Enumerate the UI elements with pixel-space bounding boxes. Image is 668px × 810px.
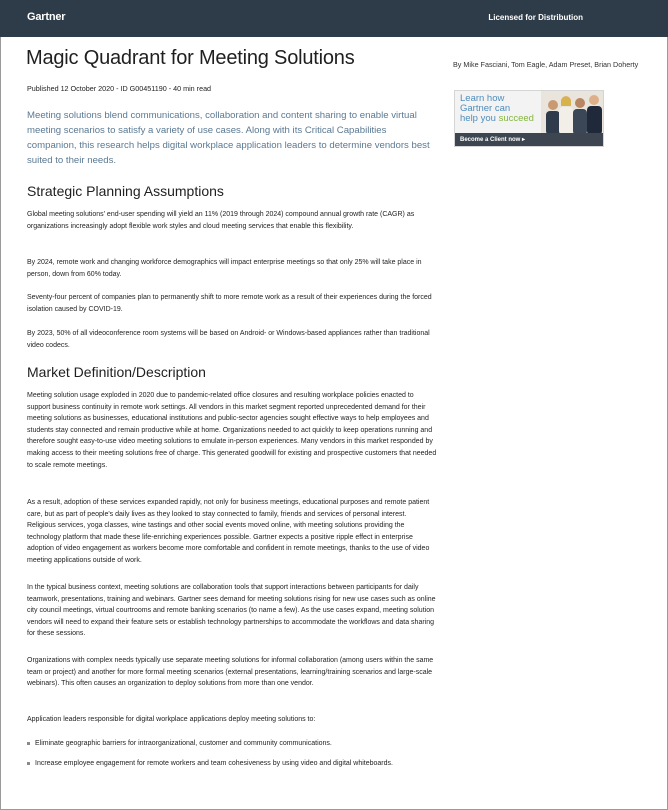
market-paragraph: Application leaders responsible for digital workplace applications deploy meeting solutions to:: [27, 716, 316, 723]
section-heading-spa: Strategic Planning Assumptions: [27, 183, 224, 199]
market-paragraph: As a result, adoption of these services expanded rapidly, not only for business meetings, educational purposes and remote patient care, but as part of people's daily lives as they looked to stay connected to family, friends and services of personal interest. Religious services, yoga classes, wine tastings and other social events moved online, with meeting solutions providing the technology platform that made these life-enriching experiences possible. Gartner expects a positive ripple effect in enterprise adoption of video engagement as workers become more comfortable and confident in remote meetings, thanks to the use of video meeting applications outside of work.: [27, 499, 430, 564]
license-label: Licensed for Distribution: [488, 13, 583, 22]
bullet-icon: [27, 762, 30, 765]
spa-paragraph: By 2024, remote work and changing workforce demographics will impact enterprise meetings so that only 25% will take place in person, down from 60% today.: [27, 259, 422, 278]
spa-paragraph: Seventy-four percent of companies plan to permanently shift to more remote work as a result of their experiences during the forced isolation caused by COVID-19.: [27, 294, 432, 313]
become-client-ad[interactable]: [454, 90, 604, 147]
become-client-button[interactable]: Become a Client now ▸: [455, 133, 604, 146]
market-paragraph: Organizations with complex needs typically use separate meeting solutions for informal collaboration (among users within the same team or project) and another for more formal meeting scenarios (external presentations, learning/training scenarios and large-scale webinars). This often causes an organization to deploy solutions from more than one vendor.: [27, 657, 434, 688]
list-item: Eliminate geographic barriers for intraorganizational, customer and community communications.: [27, 738, 437, 750]
business-people-image: [541, 91, 604, 135]
market-paragraph: In the typical business context, meeting solutions are collaboration tools that support interactions between participants for daily teamwork, presentations, training and webinars. Gartner sees demand for meeting solutions rising for new use cases such as online city council meetings, virtual courtrooms and remote banking scenarios (to name a few). As the use cases expand, meeting solution vendors will need to expand their feature sets or establish technology partnerships to accommodate the workflows and data sharing for these sessions.: [27, 584, 436, 638]
ad-headline: Learn how Gartner can help you succeed: [460, 93, 534, 124]
summary-paragraph: Meeting solutions blend communications, collaboration and content sharing to enable virtual meeting scenarios to satisfy a variety of use cases. Along with its Critical Capabilities companion, this research helps digital workplace application leaders to determine vendors best suited to their needs.: [27, 110, 430, 166]
list-item: Increase employee engagement for remote workers and team cohesiveness by using video and digital whiteboards.: [27, 758, 437, 770]
bullet-icon: [27, 742, 30, 745]
spa-paragraph: By 2023, 50% of all videoconference room systems will be based on Android- or Windows-based appliances rather than traditional video codecs.: [27, 330, 430, 349]
publication-info: Published 12 October 2020 - ID G00451190 - 40 min read: [27, 84, 212, 93]
section-heading-market: Market Definition/Description: [27, 364, 206, 380]
gartner-logo[interactable]: Gartner: [27, 11, 66, 23]
market-paragraph: Meeting solution usage exploded in 2020 due to pandemic-related office closures and resulting workplace policies enacted to support business continuity in remote work settings. All vendors in this market segment reported unprecedented demand for their meeting solutions as businesses, educational institutions and public-sector agencies sought effective ways to help employees and students stay connected and remain productive while at home. Organizations needed to act quickly to keep operations running and therefore sought easy-to-use video meeting solutions to emulate in-person experiences. Many vendors in this market responded by making access to their meeting solutions free of charge. This generated goodwill for existing and prospective customers that needed to scale remote meetings.: [27, 392, 437, 469]
authors-line: By Mike Fasciani, Tom Eagle, Adam Preset, Brian Doherty: [453, 60, 639, 69]
page-title: Magic Quadrant for Meeting Solutions: [26, 47, 355, 69]
top-bar: [0, 0, 668, 37]
spa-paragraph: Global meeting solutions' end-user spending will yield an 11% (2019 through 2024) compound annual growth rate (CAGR) as organizations increasingly adopt flexible work styles and cloud meeting services that enable this flexibility.: [27, 211, 415, 230]
